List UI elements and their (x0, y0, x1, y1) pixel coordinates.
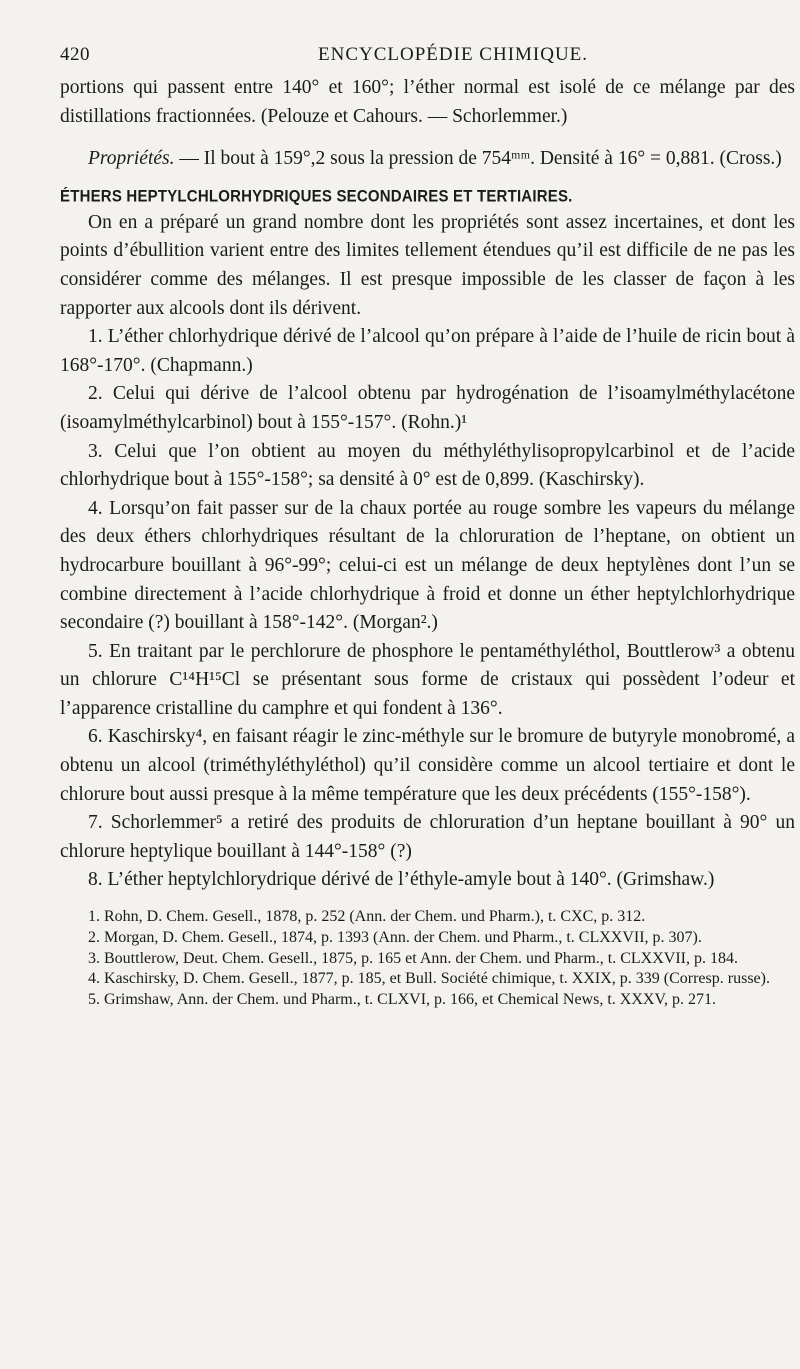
running-title: ENCYCLOPÉDIE CHIMIQUE. (318, 44, 589, 65)
paragraph-continued: portions qui passent entre 140° et 160°; l’éther normal est isolé de ce mélange par des distillations fractionnées. (Pelouze et Cahours. — Schorlemmer.) (60, 77, 795, 127)
list-item-1: 1. L’éther chlorhydrique dérivé de l’alcool qu’on prépare à l’aide de l’huile de ricin bout à 168°-170°. (Chapmann.) (60, 326, 795, 376)
footnote-3: 3. Bouttlerow, Deut. Chem. Gesell., 1875, p. 165 et Ann. der Chem. und Pharm., t. CLXXVII, p. 184. (88, 949, 738, 967)
list-item-2: 2. Celui qui dérive de l’alcool obtenu par hydrogénation de l’isoamylméthylacétone (isoamylméthylcarbinol) bout à 155°-157°. (Rohn.)¹ (60, 383, 795, 433)
page-number: 420 (60, 44, 90, 65)
section-title: ÉTHERS HEPTYLCHLORHYDRIQUES SECONDAIRES ET TERTIAIRES. (60, 186, 573, 206)
properties-label: Propriétés. (88, 148, 175, 170)
list-item-8: 8. L’éther heptylchlorydrique dérivé de l’éthyle-amyle bout à 140°. (Grimshaw.) (88, 869, 715, 891)
list-item-6: 6. Kaschirsky⁴, en faisant réagir le zinc-méthyle sur le bromure de butyryle monobromé, a obtenu un alcool (triméthyléthyléthol) qu’il considère comme un alcool tertiaire et dont le chlorure bout aussi presque à la même température que les deux précédents (155°-158°). (60, 726, 795, 805)
list-item-4: 4. Lorsqu’on fait passer sur de la chaux portée au rouge sombre les vapeurs du mélange des deux éthers chlorhydriques résultant de la chloruration de l’heptane, on obtient un hydrocarbure bouillant à 96°-99°; celui-ci est un mélange de deux heptylènes dont l’un se combine directement à l’acide chlorhydrique à froid et donne un éther heptylchlorhydrique secondaire (?) bouillant à 158°-142°. (Morgan².) (60, 497, 795, 634)
properties-paragraph (60, 145, 795, 174)
footnote-1: 1. Rohn, D. Chem. Gesell., 1878, p. 252 (Ann. der Chem. und Pharm.), t. CXC, p. 312. (88, 908, 646, 926)
list-item-7: 7. Schorlemmer⁵ a retiré des produits de chloruration d’un heptane bouillant à 90° un chlorure heptylique bouillant à 144°-158° (?) (60, 812, 795, 862)
footnotes (60, 907, 795, 1011)
properties-text: — Il bout à 159°,2 sous la pression de 754ᵐᵐ. Densité à 16° = 0,881. (Cross.) (174, 148, 782, 170)
footnote-4: 4. Kaschirsky, D. Chem. Gesell., 1877, p. 185, et Bull. Société chimique, t. XXIX, p. 339 (Corresp. russe). (88, 970, 770, 988)
footnote-5: 5. Grimshaw, Ann. der Chem. und Pharm., t. CLXVI, p. 166, et Chemical News, t. XXXV, p. 271. (88, 991, 716, 1009)
list-item-5: 5. En traitant par le perchlorure de phosphore le pentaméthyléthol, Bouttlerow³ a obtenu un chlorure C¹⁴H¹⁵Cl se présentant sous forme de cristaux qui possèdent l’odeur et l’apparence cristalline du camphre et qui fondent à 136°. (60, 640, 795, 719)
page-header (60, 40, 795, 74)
intro-paragraph: On en a préparé un grand nombre dont les propriétés sont assez incertaines, et dont les points d’ébullition varient entre des limites tellement étendues qu’il est difficile de ne pas les considérer comme des mélanges. Il est presque impossible de les classer de façon à les rapporter aux alcools dont ils dérivent. (60, 211, 795, 319)
document-page (60, 40, 795, 1011)
list-item-3: 3. Celui que l’on obtient au moyen du méthyléthylisopropylcarbinol et de l’acide chlorhydrique bout à 155°-158°; sa densité à 0° est de 0,899. (Kaschirsky). (60, 440, 795, 491)
footnote-2: 2. Morgan, D. Chem. Gesell., 1874, p. 1393 (Ann. der Chem. und Pharm., t. CLXXVII, p. 307). (88, 928, 702, 946)
